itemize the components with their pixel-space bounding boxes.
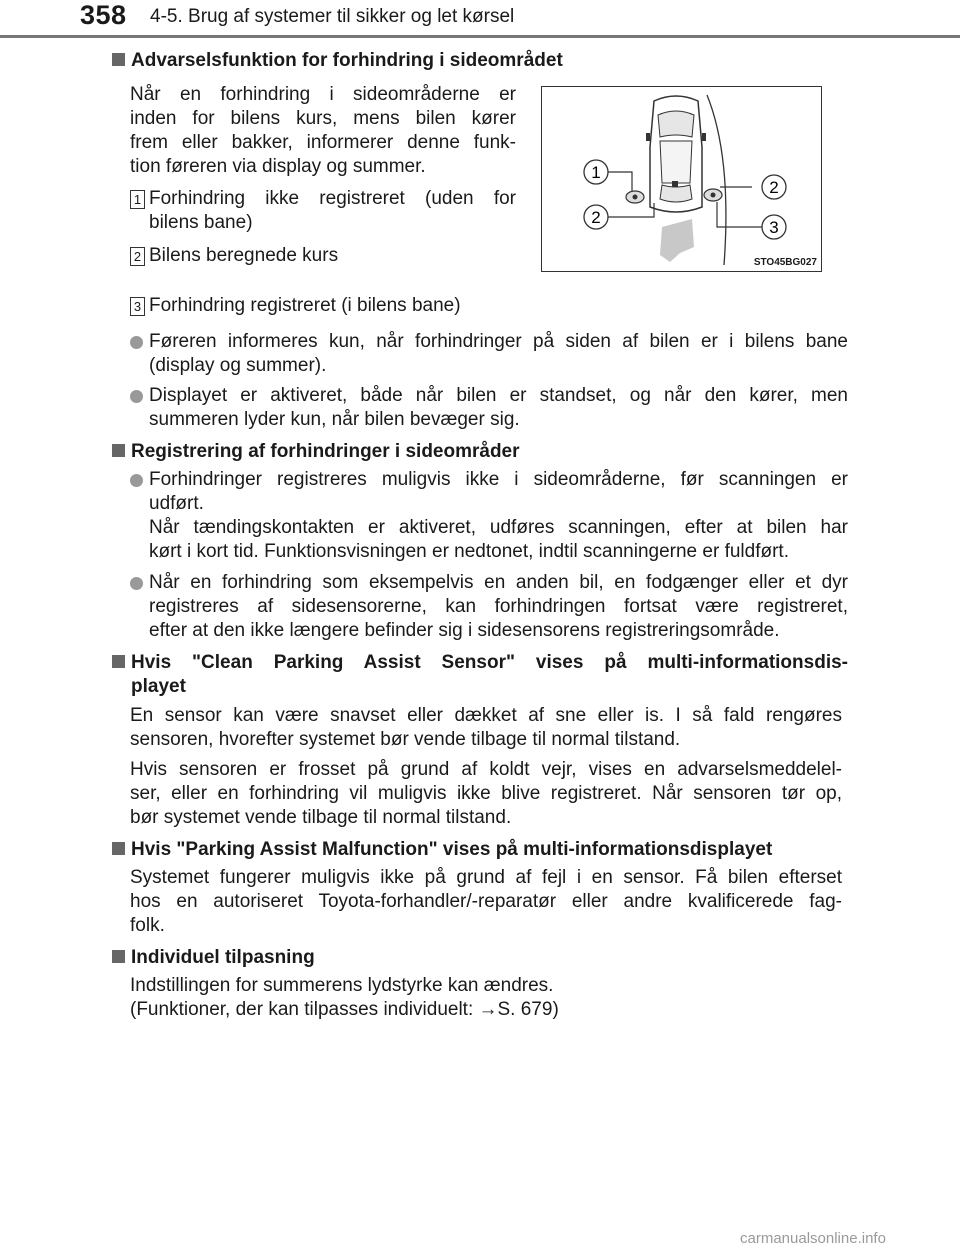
text-line: Når en forhindring som eksempelvis en anden bil, en fodgænger eller et dyr bbox=[149, 572, 848, 593]
text-line: registreres af sidesensorerne, kan forhindringen fortsat være registreret, bbox=[149, 596, 848, 617]
text-line: Forhindringer registreres muligvis ikke i sideområderne, før scanningen er bbox=[149, 469, 848, 490]
bullet-dot-icon bbox=[130, 577, 143, 590]
car-sensor-diagram bbox=[542, 87, 821, 271]
watermark: carmanualsonline.info bbox=[740, 1230, 886, 1247]
section-title-registration: Registrering af forhindringer i sideområder bbox=[112, 440, 520, 464]
svg-text:2: 2 bbox=[591, 208, 601, 227]
bullet-dot-icon bbox=[130, 390, 143, 403]
callout-1 bbox=[584, 160, 608, 184]
sensor-icon-right bbox=[704, 189, 722, 201]
section-square-icon bbox=[112, 950, 125, 963]
leader-line bbox=[717, 202, 762, 227]
bullet-dot-icon bbox=[130, 474, 143, 487]
bullet-text bbox=[149, 571, 848, 643]
svg-text:1: 1 bbox=[591, 163, 601, 182]
figure-code: STO45BG027 bbox=[753, 257, 817, 268]
text-line: Bilens beregnede kurs bbox=[149, 245, 339, 266]
text-line: frem eller bakker, informerer denne funk- bbox=[130, 132, 516, 153]
text-line: Forhindring ikke registreret (uden for bbox=[149, 188, 516, 209]
section-title-malfunction: Hvis "Parking Assist Malfunction" vises på multi-informationsdisplayet bbox=[112, 838, 772, 862]
text-line: udført. bbox=[149, 493, 204, 514]
callout-2-right bbox=[762, 175, 786, 199]
paragraph bbox=[130, 974, 842, 1022]
section-title-clean-sensor: Hvis "Clean Parking Assist Sensor" vises på multi-informationsdis- playet bbox=[112, 651, 848, 699]
svg-text:3: 3 bbox=[769, 218, 779, 237]
bullet-dot-icon bbox=[130, 336, 143, 349]
text-line: bør systemet vende tilbage til normal tilstand. bbox=[130, 807, 512, 828]
page-reference-link[interactable]: (Funktioner, der kan tilpasses individuelt: →S. 679) bbox=[130, 999, 559, 1020]
text-line: (display og summer). bbox=[149, 355, 327, 376]
svg-text:2: 2 bbox=[769, 178, 779, 197]
text-line: bilens bane) bbox=[149, 212, 253, 233]
text-line: folk. bbox=[130, 915, 165, 936]
numbered-item-text bbox=[149, 187, 516, 235]
paragraph bbox=[130, 758, 842, 830]
section-title-side-warning: Advarselsfunktion for forhindring i sideområdet bbox=[112, 49, 563, 73]
section-square-icon bbox=[112, 53, 125, 66]
text-line: Indstillingen for summerens lydstyrke kan ændres. bbox=[130, 975, 554, 996]
numbered-item-text bbox=[149, 244, 516, 268]
leader-line bbox=[608, 172, 632, 191]
text-line: Når tændingskontakten er aktiveret, udføres scanningen, efter at bilen har bbox=[149, 517, 848, 538]
number-badge: 3 bbox=[130, 297, 145, 316]
text-line: kørt i kort tid. Funktionsvisningen er nedtonet, indtil scanningerne er fuldført. bbox=[149, 541, 789, 562]
predicted-path-line bbox=[707, 95, 726, 265]
number-badge: 1 bbox=[130, 190, 145, 209]
page-header bbox=[0, 0, 960, 40]
header-rule bbox=[0, 35, 960, 38]
section-square-icon bbox=[112, 444, 125, 457]
text-line: efter at den ikke længere befinder sig i sidesensorens registreringsområde. bbox=[149, 620, 780, 641]
section-square-icon bbox=[112, 842, 125, 855]
car-top-view-icon bbox=[646, 96, 706, 212]
text-line: ser, eller en forhindring vil muligvis ikke blive registreret. Når sensoren tør op, bbox=[130, 783, 842, 804]
text-line: En sensor kan være snavset eller dækket af sne eller is. I så fald rengøres bbox=[130, 705, 842, 726]
text-line: Displayet er aktiveret, både når bilen er standset, og når den kører, men bbox=[149, 385, 848, 406]
text-line: tion føreren via display og summer. bbox=[130, 156, 426, 177]
text-line: inden for bilens kurs, mens bilen kører bbox=[130, 108, 516, 129]
text-line: summeren lyder kun, når bilen bevæger sig. bbox=[149, 409, 520, 430]
bullet-text bbox=[149, 384, 848, 432]
paragraph bbox=[130, 866, 842, 938]
bullet-text bbox=[149, 330, 848, 378]
paragraph bbox=[130, 704, 842, 752]
text-line: hos en autoriseret Toyota-forhandler/-reparatør eller andre kvalificerede fag- bbox=[130, 891, 842, 912]
movement-arrow-icon bbox=[660, 219, 694, 262]
bullet-item bbox=[130, 384, 848, 432]
intro-paragraph bbox=[130, 83, 516, 179]
text-line: Forhindring registreret (i bilens bane) bbox=[149, 295, 461, 316]
text-line: Når en forhindring i sideområderne er bbox=[130, 84, 516, 105]
section-square-icon bbox=[112, 655, 125, 668]
sensor-icon-left bbox=[626, 191, 644, 203]
bullet-item bbox=[130, 330, 848, 378]
bullet-item bbox=[130, 468, 848, 564]
leader-line bbox=[608, 203, 654, 217]
section-title-customization: Individuel tilpasning bbox=[112, 946, 315, 970]
bullet-text bbox=[149, 468, 848, 564]
numbered-item-text bbox=[149, 294, 729, 318]
parking-sensor-figure bbox=[541, 86, 822, 272]
text-line: Føreren informeres kun, når forhindringer på siden af bilen er i bilens bane bbox=[149, 331, 848, 352]
page-number: 358 bbox=[80, 0, 127, 30]
bullet-item bbox=[130, 571, 848, 643]
callout-3 bbox=[762, 215, 786, 239]
chapter-title: 4-5. Brug af systemer til sikker og let kørsel bbox=[150, 6, 515, 27]
number-badge: 2 bbox=[130, 247, 145, 266]
text-line: Systemet fungerer muligvis ikke på grund af fejl i en sensor. Få bilen efterset bbox=[130, 867, 842, 888]
text-line: sensoren, hvorefter systemet bør vende tilbage til normal tilstand. bbox=[130, 729, 681, 750]
text-line: Hvis sensoren er frosset på grund af koldt vejr, vises en advarselsmeddelel- bbox=[130, 759, 842, 780]
callout-2-left bbox=[584, 205, 608, 229]
